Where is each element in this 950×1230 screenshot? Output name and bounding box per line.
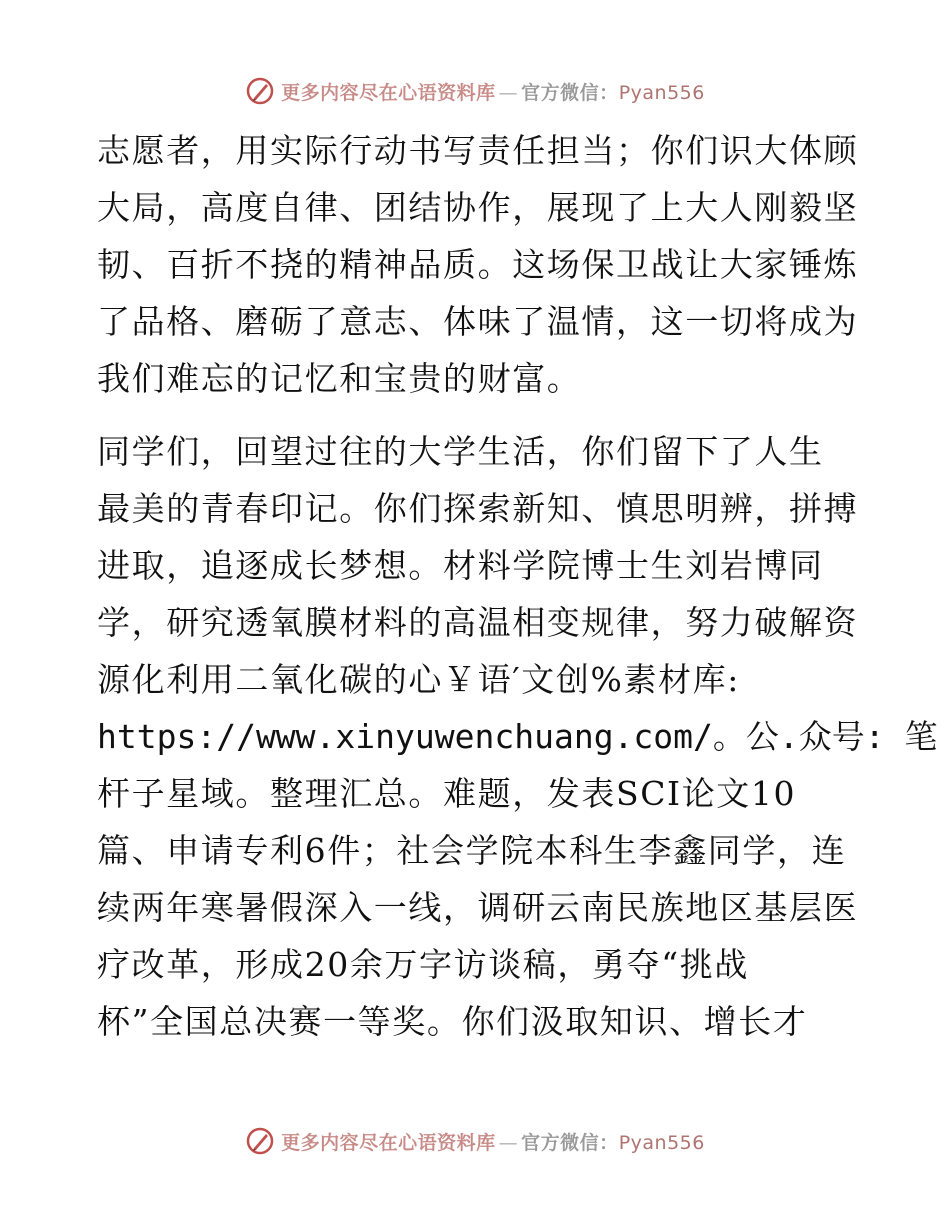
watermark-main: 更多内容尽在心语资料库 bbox=[281, 81, 496, 104]
quill-logo-icon bbox=[245, 1126, 275, 1156]
text-line: 同学们，回望过往的大学生活，你们留下了人生 bbox=[97, 432, 824, 471]
text-line: 志愿者，用实际行动书写责任担当；你们识大体顾 bbox=[97, 131, 859, 170]
watermark-main: 更多内容尽在心语资料库 bbox=[281, 1131, 496, 1154]
text-line-url: https://www.xinyuwenchuang.com/。公.众号: 笔 bbox=[97, 717, 938, 756]
watermark-id: Pyan556 bbox=[618, 1131, 705, 1154]
footer-watermark bbox=[0, 1121, 950, 1161]
text-line: 疗改革，形成20余万字访谈稿，勇夺“挑战 bbox=[97, 945, 749, 984]
paragraph-1 bbox=[97, 122, 859, 407]
watermark-separator: — bbox=[498, 81, 519, 104]
text-line: 篇、申请专利6件；社会学院本科生李鑫同学，连 bbox=[97, 831, 847, 870]
watermark-sub: 官方微信： bbox=[521, 81, 619, 104]
watermark-id: Pyan556 bbox=[618, 81, 705, 104]
text-line: 大局，高度自律、团结协作，展现了上大人刚毅坚 bbox=[97, 188, 859, 227]
document-body bbox=[97, 122, 938, 1050]
watermark-text bbox=[281, 1128, 705, 1155]
text-line: 杆子星域。整理汇总。难题，发表SCI论文10 bbox=[97, 774, 797, 813]
paragraph-gap bbox=[97, 407, 853, 423]
watermark-sub: 官方微信： bbox=[521, 1131, 619, 1154]
watermark-separator: — bbox=[498, 1131, 519, 1154]
text-line: 续两年寒暑假深入一线，调研云南民族地区基层医 bbox=[97, 888, 859, 927]
watermark-text bbox=[281, 78, 705, 105]
text-line: 最美的青春印记。你们探索新知、慎思明辨，拼搏 bbox=[97, 489, 859, 528]
text-line: 进取，追逐成长梦想。材料学院博士生刘岩博同 bbox=[97, 546, 824, 585]
text-line: 我们难忘的记忆和宝贵的财富。 bbox=[97, 359, 582, 398]
quill-logo-icon bbox=[245, 76, 275, 106]
text-line: 了品格、磨砺了意志、体味了温情，这一切将成为 bbox=[97, 302, 859, 341]
header-watermark bbox=[0, 71, 950, 111]
text-line: 韧、百折不挠的精神品质。这场保卫战让大家锤炼 bbox=[97, 245, 859, 284]
text-line: 杯”全国总决赛一等奖。你们汲取知识、增长才 bbox=[97, 1002, 808, 1041]
text-line: 源化利用二氧化碳的心￥语′文创%素材库: bbox=[97, 660, 740, 699]
text-line: 学，研究透氧膜材料的高温相变规律，努力破解资 bbox=[97, 603, 859, 642]
paragraph-2 bbox=[97, 423, 938, 1050]
